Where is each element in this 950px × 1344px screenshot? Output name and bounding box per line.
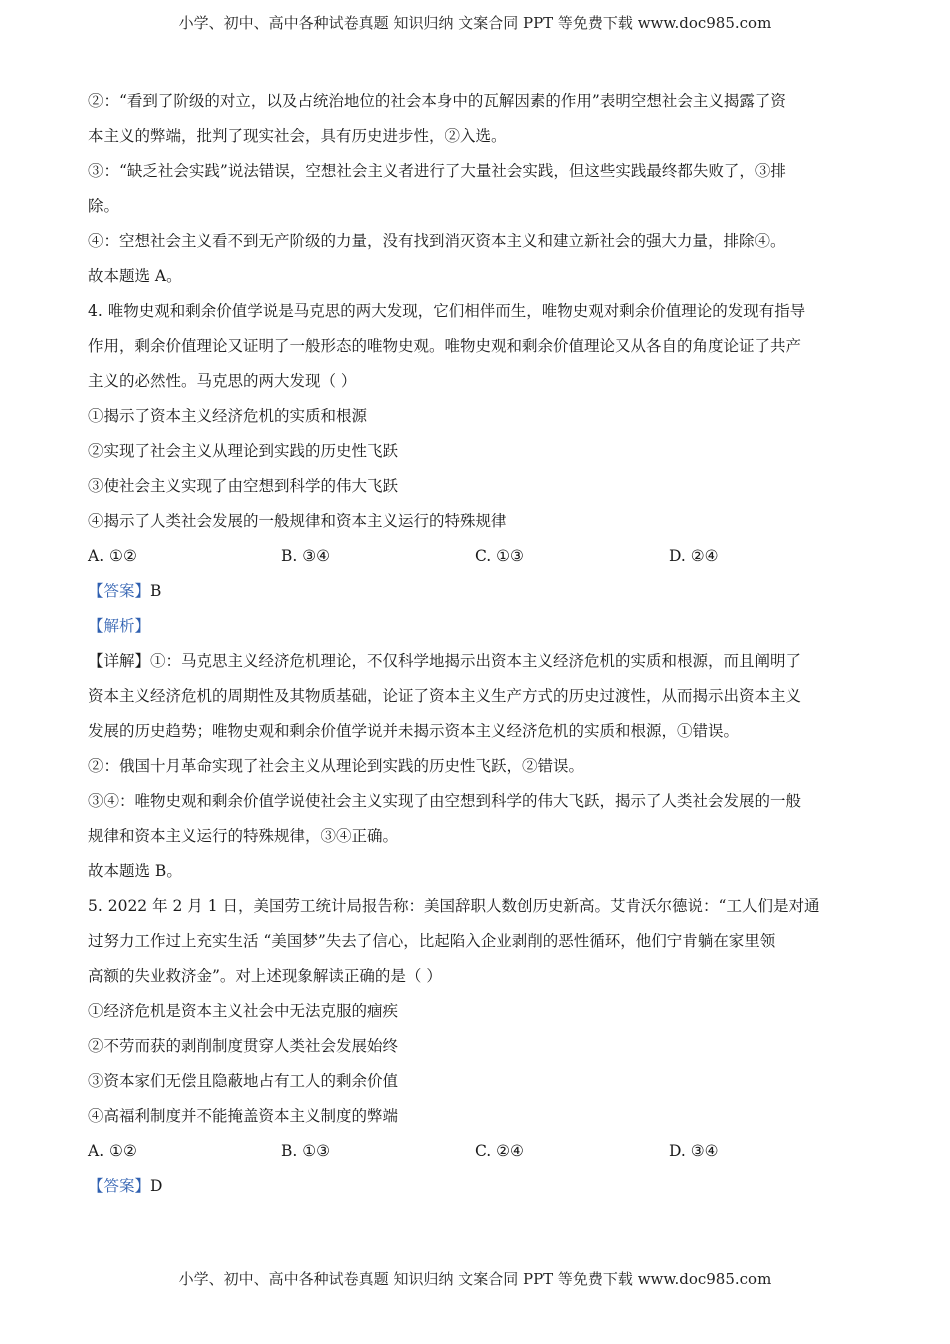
document-body: [88, 84, 868, 1204]
text-line: 本主义的弊端，批判了现实社会，具有历史进步性，②入选。: [88, 127, 507, 145]
question-item: ③资本家们无偿且隐蔽地占有工人的剩余价值: [88, 1072, 399, 1090]
question-item: ②实现了社会主义从理论到实践的历史性飞跃: [88, 442, 399, 460]
option-a: A. ①②: [88, 547, 137, 565]
question-4: [88, 294, 868, 889]
question-stem: 作用，剩余价值理论又证明了一般形态的唯物史观。唯物史观和剩余价值理论又从各自的角度论证了共产: [88, 337, 802, 355]
question-stem: 过努力工作过上充实生活 “美国梦”失去了信心，比起陷入企业剥削的恶性循环，他们宁肯躺在家里领: [88, 932, 776, 950]
text-line: ②：“看到了阶级的对立，以及占统治地位的社会本身中的瓦解因素的作用”表明空想社会主义揭露了资: [88, 92, 786, 110]
question-item: ③使社会主义实现了由空想到科学的伟大飞跃: [88, 477, 399, 495]
answer-options: [88, 1134, 868, 1169]
option-a: A. ①②: [88, 1142, 137, 1160]
detail-tag: 【详解】: [88, 652, 151, 670]
text-line: 除。: [88, 197, 120, 215]
page-footer: 小学、初中、高中各种试卷真题 知识归纳 文案合同 PPT 等免费下载 www.doc985.com: [178, 1270, 772, 1288]
answer-line: [88, 574, 868, 609]
question-item: ①揭示了资本主义经济危机的实质和根源: [88, 407, 368, 425]
question-stem: 5. 2022 年 2 月 1 日，美国劳工统计局报告称：美国辞职人数创历史新高。艾肯沃尔德说：“工人们是对通: [88, 897, 820, 915]
question-5: [88, 889, 868, 1204]
analysis-line: [88, 609, 868, 644]
answer-tag: 【答案】: [88, 1177, 151, 1195]
detail-text: ①：马克思主义经济危机理论，不仅科学地揭示出资本主义经济危机的实质和根源，而且阐明了: [150, 652, 802, 670]
question-stem: 4. 唯物史观和剩余价值学说是马克思的两大发现，它们相伴而生，唯物史观对剩余价值理论的发现有指导: [88, 302, 806, 320]
question-item: ①经济危机是资本主义社会中无法克服的痼疾: [88, 1002, 399, 1020]
page-header: 小学、初中、高中各种试卷真题 知识归纳 文案合同 PPT 等免费下载 www.doc985.com: [178, 14, 772, 32]
option-d: D. ②④: [669, 547, 719, 565]
question-item: ④高福利制度并不能掩盖资本主义制度的弊端: [88, 1107, 399, 1125]
option-b: B. ③④: [281, 547, 331, 565]
text-line: ③：“缺乏社会实践”说法错误，空想社会主义者进行了大量社会实践，但这些实践最终都失败了，③排: [88, 162, 786, 180]
conclusion-line: 故本题选 B。: [88, 862, 182, 880]
question-stem: 高额的失业救济金”。对上述现象解读正确的是（ ）: [88, 967, 442, 985]
option-b: B. ①③: [281, 1142, 331, 1160]
detail-line: ③④：唯物史观和剩余价值学说使社会主义实现了由空想到科学的伟大飞跃，揭示了人类社会发展的一般: [88, 792, 802, 810]
option-c: C. ①③: [475, 547, 524, 565]
detail-line: ②：俄国十月革命实现了社会主义从理论到实践的历史性飞跃，②错误。: [88, 757, 585, 775]
conclusion-line: 故本题选 A。: [88, 267, 182, 285]
question-item: ④揭示了人类社会发展的一般规律和资本主义运行的特殊规律: [88, 512, 507, 530]
detail-line: [88, 644, 868, 679]
answer-value: B: [150, 582, 162, 600]
answer-line: [88, 1169, 868, 1204]
analysis-tag: 【解析】: [88, 617, 151, 635]
answer-options: [88, 539, 868, 574]
question-stem: 主义的必然性。马克思的两大发现（ ）: [88, 372, 357, 390]
detail-line: 发展的历史趋势；唯物史观和剩余价值学说并未揭示资本主义经济危机的实质和根源，①错误。: [88, 722, 740, 740]
detail-line: 规律和资本主义运行的特殊规律，③④正确。: [88, 827, 399, 845]
detail-line: 资本主义经济危机的周期性及其物质基础，论证了资本主义生产方式的历史过渡性，从而揭示出资本主义: [88, 687, 802, 705]
option-d: D. ③④: [669, 1142, 719, 1160]
text-line: ④：空想社会主义看不到无产阶级的力量，没有找到消灭资本主义和建立新社会的强大力量，排除④。: [88, 232, 786, 250]
answer-tag: 【答案】: [88, 582, 151, 600]
question-item: ②不劳而获的剥削制度贯穿人类社会发展始终: [88, 1037, 399, 1055]
answer-value: D: [150, 1177, 163, 1195]
option-c: C. ②④: [475, 1142, 524, 1160]
